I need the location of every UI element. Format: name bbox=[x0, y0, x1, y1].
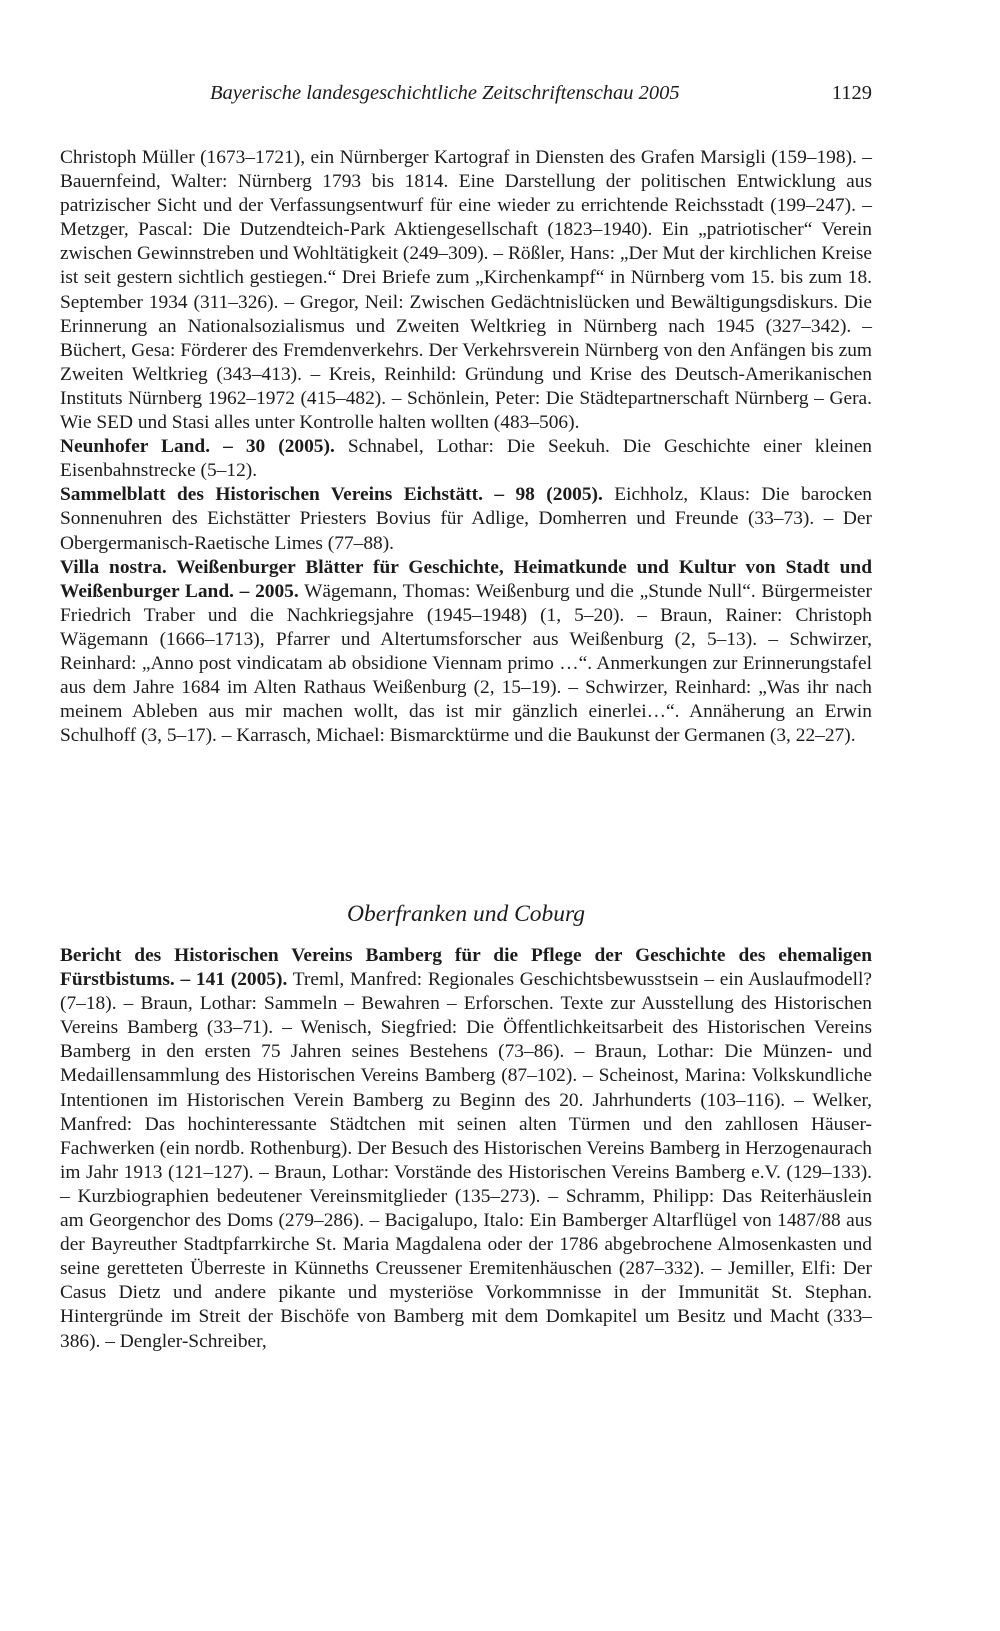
continued-entry-text: Christoph Müller (1673–1721), ein Nürnberger Kartograf in Diensten des Grafen Marsigli (159–198). – Bauernfeind, Walter: Nürnberg 1793 bis 1814. Eine Darstellung der politischen Entwicklung aus patrizischer Sicht und der Verfassungsentwurf für eine wieder zu errichtende Reichsstadt (199–247). – Metzger, Pascal: Die Dutzendteich-Park Aktiengesellschaft (1823–1940). Ein „patriotischer“ Verein zwischen Gewinnstreben und Wohltätigkeit (249–309). – Rößler, Hans: „Der Mut der kirchlichen Kreise ist seit gestern sichtlich gestiegen.“ Drei Briefe zum „Kirchenkampf“ in Nürnberg vom 15. bis zum 18. September 1934 (311–326). – Gregor, Neil: Zwischen Gedächtnislücken und Bewältigungsdiskurs. Die Erinnerung an Nationalsozialismus und Zweiten Weltkrieg in Nürnberg nach 1945 (327–342). – Büchert, Gesa: Förderer des Fremdenverkehrs. Der Verkehrsverein Nürnberg von den Anfängen bis zum Zweiten Weltkrieg (343–413). – Kreis, Reinhild: Gründung und Krise des Deutsch-Amerikanischen Instituts Nürnberg 1962–1972 (415–482). – Schönlein, Peter: Die Städtepartnerschaft Nürnberg – Gera. Wie SED und Stasi alles unter Kontrolle halten wollten (483–506). bbox=[60, 147, 872, 434]
journal-articles: Schnabel, Lothar: Die Seekuh. Die Geschichte einer kleinen Eisenbahnstrecke (5–12). bbox=[60, 436, 873, 482]
journal-title: Bericht des Historischen Vereins Bamberg für die Pflege der Geschichte des ehemaligen Fürstbistums. – 141 (2005). bbox=[60, 945, 872, 991]
journal-articles: Wägemann, Thomas: Weißenburg und die „Stunde Null“. Bürgermeister Friedrich Traber und die Nachkriegsjahre (1945–1948) (1, 5–20). – Braun, Rainer: Christoph Wägemann (1666–1713), Pfarrer und Altertumsforscher aus Weißenburg (2, 5–13). – Schwirzer, Reinhard: „Anno post vindicatam ab obsidione Viennam primo …“. Anmerkungen zur Erinnerungstafel aus dem Jahre 1684 im Alten Rathaus Weißenburg (2, 15–19). – Schwirzer, Reinhard: „Was ihr nach meinem Ableben aus mir machen wollt, das ist mir gänzlich einerlei…“. Annäherung an Erwin Schulhoff (3, 5–17). – Karrasch, Michael: Bismarcktürme und die Baukunst der Germanen (3, 22–27). bbox=[60, 580, 872, 747]
bibliography-block-nuernberg-region bbox=[60, 146, 872, 748]
journal-entry bbox=[60, 483, 872, 555]
section-heading: Oberfranken und Coburg bbox=[346, 901, 586, 927]
page-number: 1129 bbox=[831, 82, 872, 104]
journal-title: Sammelblatt des Historischen Vereins Eichstätt. – 98 (2005). bbox=[60, 484, 603, 506]
bibliography-block-oberfranken bbox=[60, 944, 872, 1354]
journal-entry bbox=[60, 435, 872, 483]
running-head bbox=[60, 82, 872, 112]
journal-entry bbox=[60, 944, 872, 1354]
journal-articles: Treml, Manfred: Regionales Geschichtsbewusstsein – ein Auslaufmodell? (7–18). – Braun, Lothar: Sammeln – Bewahren – Erforschen. Texte zur Ausstellung des Historischen Vereins Bamberg (33–71). – Wenisch, Siegfried: Die Öffentlichkeitsarbeit des Historischen Vereins Bamberg in den ersten 75 Jahren seines Bestehens (73–86). – Braun, Lothar: Die Münzen- und Medaillensammlung des Historischen Vereins Bamberg (87–102). – Scheinost, Marina: Volkskundliche Intentionen im Historischen Verein Bamberg zu Beginn des 20. Jahrhunderts (103–116). – Welker, Manfred: Das hochinteressante Städtchen mit seinen alten Türmen und den zahllosen Häuser-Fachwerken (ein nordb. Rothenburg). Der Besuch des Historischen Vereins Bamberg in Herzogenaurach im Jahr 1913 (121–127). – Braun, Lothar: Vorstände des Historischen Vereins Bamberg e.V. (129–133). – Kurzbiographien bedeutener Vereinsmitglieder (135–273). – Schramm, Philipp: Das Reiterhäuslein am Georgenchor des Doms (279–286). – Bacigalupo, Italo: Ein Bamberger Altarflügel von 1487/88 aus der Bayreuther Stadtpfarrkirche St. Maria Magdalena oder der 1786 abgebrochene Almosenkasten und seine geretteten Überreste in Künneths Creussener Eremitenhäuschen (287–332). – Jemiller, Elfi: Der Casus Dietz und andere pikante und mysteriöse Vorkommnisse in der Immunität St. Stephan. Hintergründe im Streit der Bischöfe von Bamberg mit dem Domkapitel um Besitz und Macht (333–386). – Dengler-Schreiber, bbox=[60, 969, 872, 1352]
journal-title: Villa nostra. Weißenburger Blätter für Geschichte, Heimatkunde und Kultur von Stadt und Weißenburger Land. – 2005. bbox=[60, 556, 872, 602]
journal-entry bbox=[60, 556, 872, 749]
running-title: Bayerische landesgeschichtliche Zeitschriftenschau 2005 bbox=[210, 82, 680, 104]
journal-articles: Eichholz, Klaus: Die barocken Sonnenuhren des Eichstätter Priesters Bovius für Adlige, Domherren und Freunde (33–73). – Der Obergermanisch-Raetische Limes (77–88). bbox=[60, 484, 872, 554]
journal-title: Neunhofer Land. – 30 (2005). bbox=[60, 436, 335, 458]
continued-entry-paragraph bbox=[60, 146, 872, 435]
